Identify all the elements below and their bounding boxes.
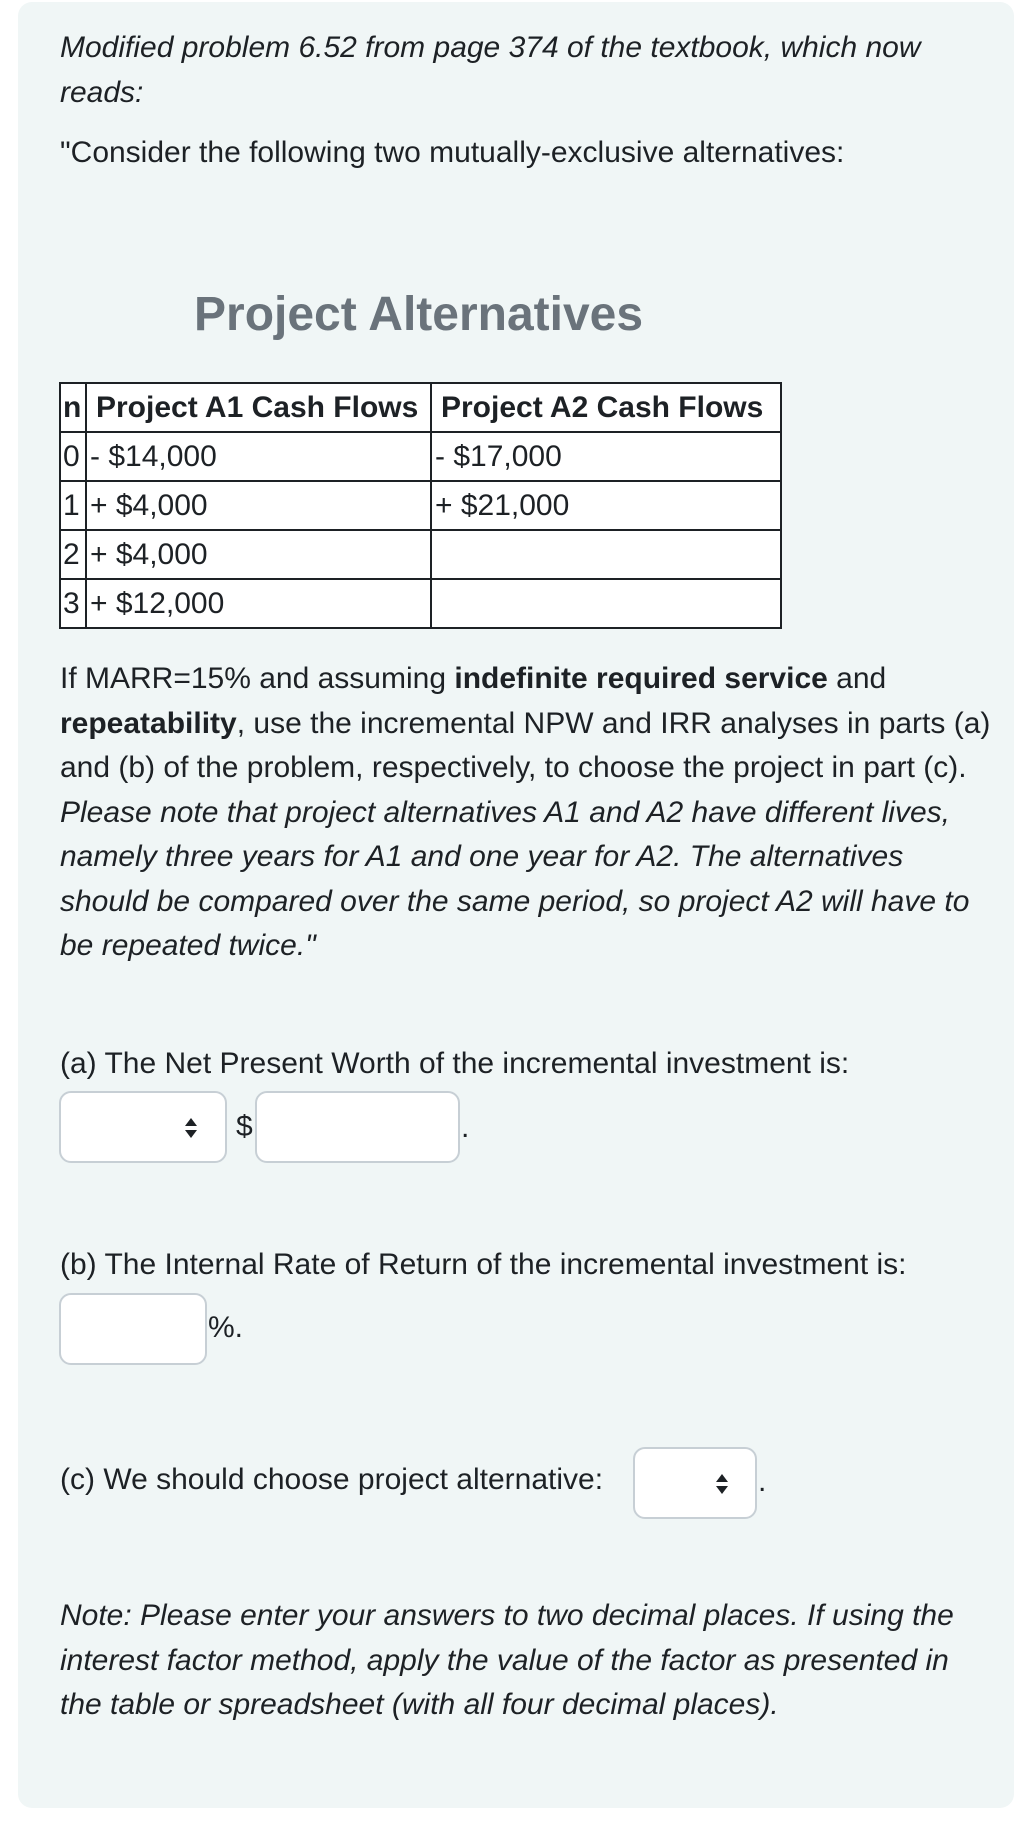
quote-intro-text: "Consider the following two mutually-exclusive alternatives: [60, 136, 845, 169]
cell-n: 1 [60, 481, 86, 530]
updown-arrow-icon [715, 1473, 729, 1495]
cell-a2 [431, 530, 781, 579]
cell-a1: + $12,000 [86, 579, 431, 628]
part-b-label: (b) The Internal Rate of Return of the incremental investment is: [60, 1248, 907, 1281]
emphasis-indefinite-service: indefinite required service [454, 662, 828, 695]
cell-a2: - $17,000 [431, 432, 781, 481]
emphasis-repeatability: repeatability [60, 706, 237, 740]
cell-n: 0 [60, 432, 86, 481]
irr-suffix: %. [208, 1311, 244, 1344]
problem-statement: If MARR=15% and assuming indefinite required service and repeatability, use the incremental NPW and IRR analyses in parts (a) and (b) of the problem, respectively, to choose the project in part (c). Please note that project alternatives A1 and A2 have different lives, namely three years for A1 and one year for A2. The alternatives should be compared over the same period, so project A2 will have to be repeated twice." [60, 662, 991, 962]
column-header-a2: Project A2 Cash Flows [431, 383, 781, 432]
currency-symbol: $ [236, 1110, 253, 1143]
table-row [60, 530, 781, 579]
intro-text: Modified problem 6.52 from page 374 of the textbook, which now reads: [60, 31, 921, 109]
cell-a1: - $14,000 [86, 432, 431, 481]
cell-a1: + $4,000 [86, 530, 431, 579]
cell-a1: + $4,000 [86, 481, 431, 530]
part-c-label: (c) We should choose project alternative: [60, 1463, 604, 1496]
table-row [60, 481, 781, 530]
choice-suffix: . [758, 1465, 767, 1498]
npw-sign-select[interactable] [59, 1091, 227, 1163]
column-header-n: n [60, 383, 86, 432]
cell-a2 [431, 579, 781, 628]
table-row [60, 579, 781, 628]
updown-arrow-icon [184, 1117, 198, 1139]
cell-n: 3 [60, 579, 86, 628]
npw-suffix: . [461, 1111, 470, 1144]
cash-flow-table [59, 382, 782, 629]
project-choice-select[interactable] [633, 1447, 757, 1519]
part-a-label: (a) The Net Present Worth of the incremental investment is: [60, 1047, 850, 1080]
table-row [60, 432, 781, 481]
lives-note: Please note that project alternatives A1 and A2 have different lives, namely three years for A1 and one year for A2. The alternatives should be compared over the same period, so project A2 will have to be repeated twice." [60, 795, 970, 962]
question-card [18, 2, 1014, 1808]
table-title: Project Alternatives [194, 288, 644, 341]
column-header-a1: Project A1 Cash Flows [86, 383, 431, 432]
irr-value-input[interactable] [59, 1293, 207, 1365]
answer-note: Note: Please enter your answers to two decimal places. If using the interest factor method, apply the value of the factor as presented in the table or spreadsheet (with all four decimal places). [60, 1599, 954, 1721]
cell-n: 2 [60, 530, 86, 579]
table-header-row [60, 383, 781, 432]
npw-value-input[interactable] [255, 1091, 460, 1163]
cell-a2: + $21,000 [431, 481, 781, 530]
